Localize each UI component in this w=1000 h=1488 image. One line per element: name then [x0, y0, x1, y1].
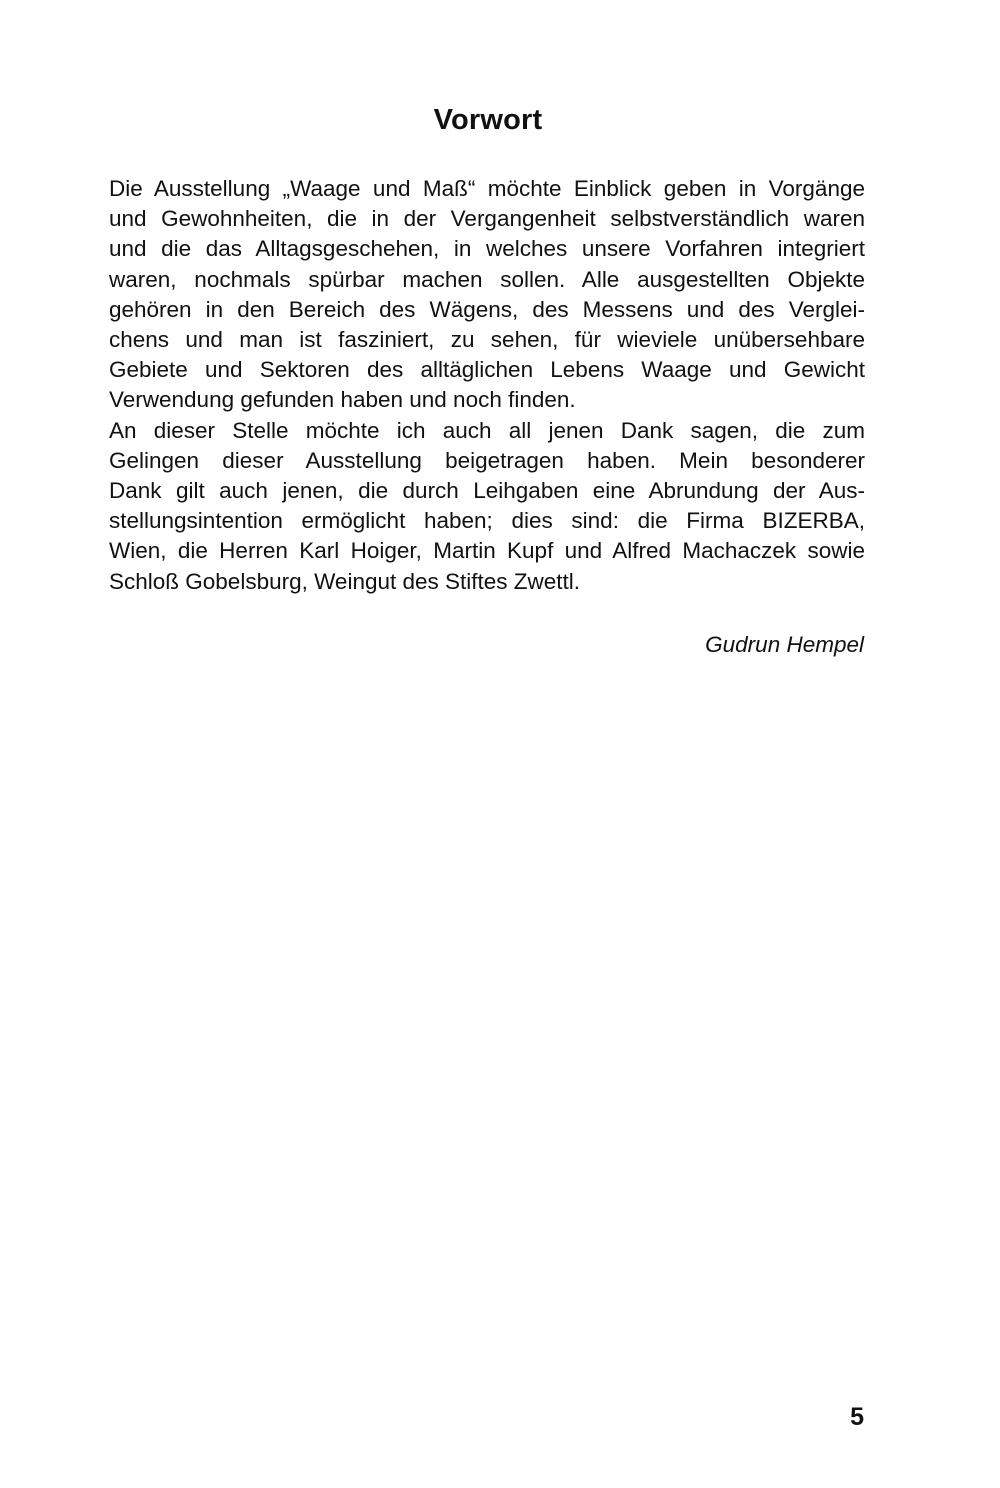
text-line: chens und man ist fasziniert, zu sehen, für wieviele unübersehbare — [109, 327, 865, 353]
text-line: Dank gilt auch jenen, die durch Leihgaben eine Abrundung der Aus- — [109, 478, 865, 504]
page-number: 5 — [850, 1403, 864, 1431]
page-title: Vorwort — [433, 104, 543, 136]
text-line: Verwendung gefunden haben und noch finden. — [109, 387, 576, 413]
text-line: An dieser Stelle möchte ich auch all jenen Dank sagen, die zum — [109, 417, 865, 443]
text-line: und Gewohnheiten, die in der Vergangenheit selbstverständlich waren — [109, 206, 865, 232]
text-line: waren, nochmals spürbar machen sollen. Alle ausgestellten Objekte — [109, 266, 865, 292]
foreword-text — [109, 174, 865, 597]
text-line: Die Ausstellung „Waage und Maß“ möchte Einblick geben in Vorgänge — [109, 176, 865, 201]
author-signature: Gudrun Hempel — [705, 632, 864, 657]
text-line: stellungsintention ermöglicht haben; dies sind: die Firma BIZERBA, — [109, 508, 865, 534]
text-line: Gebiete und Sektoren des alltäglichen Lebens Waage und Gewicht — [109, 357, 865, 383]
text-line: gehören in den Bereich des Wägens, des Messens und des Verglei- — [109, 296, 865, 322]
text-line: Schloß Gobelsburg, Weingut des Stiftes Zwettl. — [109, 568, 581, 594]
text-line: Gelingen dieser Ausstellung beigetragen haben. Mein besonderer — [109, 447, 865, 473]
text-line: und die das Alltagsgeschehen, in welches unsere Vorfahren integriert — [109, 236, 865, 262]
text-line: Wien, die Herren Karl Hoiger, Martin Kupf und Alfred Machaczek sowie — [109, 538, 865, 564]
